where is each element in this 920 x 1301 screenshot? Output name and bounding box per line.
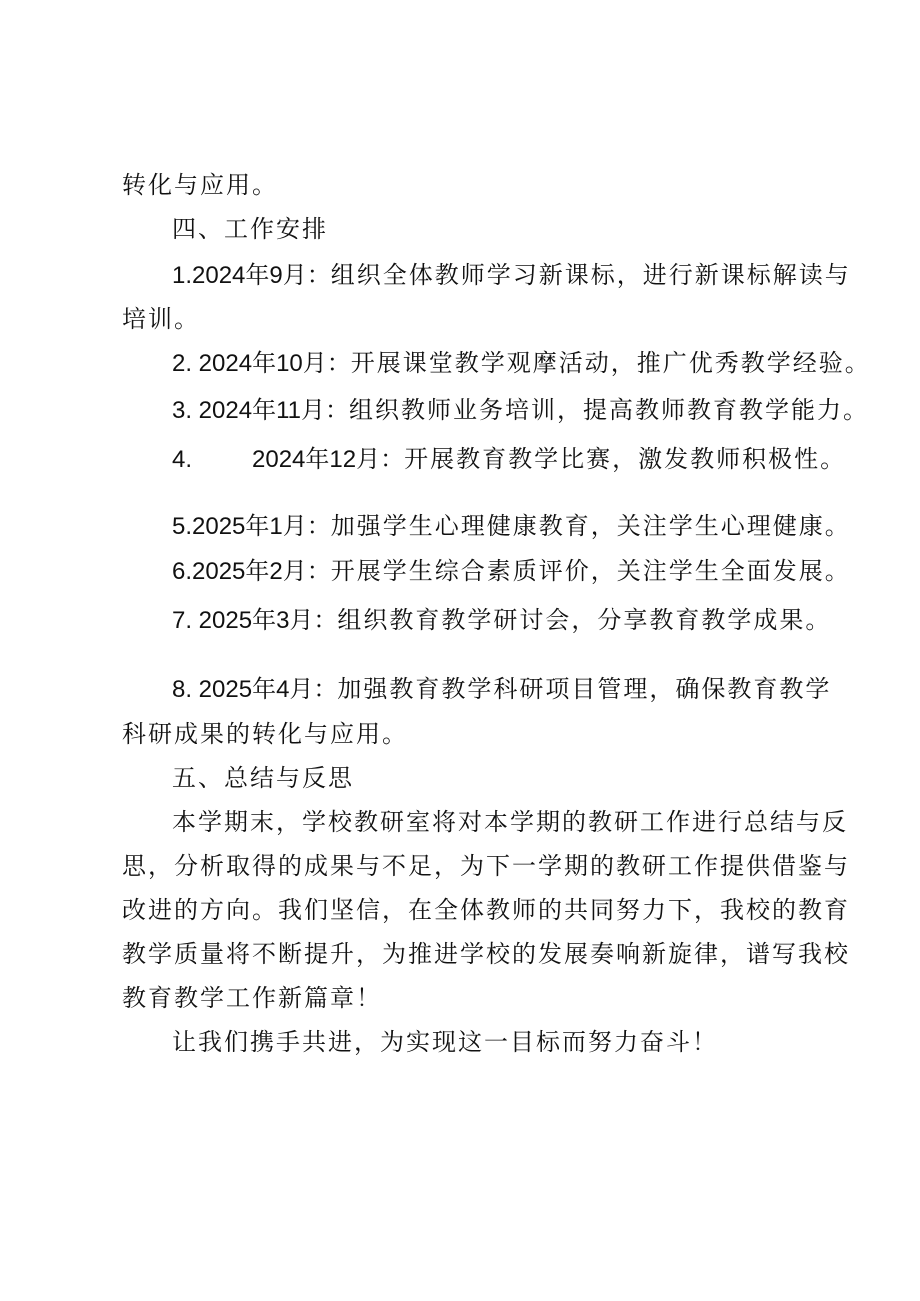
plan-item-1 [172, 260, 851, 291]
plan-item-7-date: 7. 2025年3月： [172, 607, 338, 634]
plan-item-2-date: 2. 2024年10月： [172, 350, 351, 377]
summary-line-3: 改进的方向。我们坚信，在全体教师的共同努力下，我校的教育 [122, 896, 850, 924]
section-heading-summary: 五、总结与反思 [172, 764, 354, 792]
plan-item-8-cont: 科研成果的转化与应用。 [122, 720, 408, 748]
plan-item-5 [172, 511, 851, 542]
plan-item-3-text: 组织教师业务培训，提高教师教育教学能力。 [349, 396, 869, 424]
summary-line-5: 教育教学工作新篇章！ [122, 984, 382, 1012]
plan-item-6 [172, 556, 851, 587]
plan-item-8 [172, 674, 831, 705]
closing-line: 让我们携手共进，为实现这一目标而努力奋斗！ [172, 1028, 718, 1056]
plan-item-2-text: 开展课堂教学观摩活动，推广优秀教学经验。 [350, 349, 871, 377]
plan-item-6-text: 开展学生综合素质评价，关注学生全面发展。 [330, 557, 851, 585]
plan-item-5-date: 5.2025年1月： [172, 513, 331, 540]
section-heading-work-plan: 四、工作安排 [172, 215, 328, 243]
plan-item-2 [172, 348, 871, 379]
plan-item-4 [172, 444, 846, 475]
plan-item-1-cont: 培训。 [122, 305, 200, 333]
plan-item-8-date: 8. 2025年4月： [172, 676, 338, 703]
plan-item-4-num: 4. [172, 446, 193, 473]
summary-line-2: 思，分析取得的成果与不足，为下一学期的教研工作提供借鉴与 [122, 852, 850, 880]
plan-item-7-text: 组织教育教学研讨会，分享教育教学成果。 [337, 606, 832, 634]
summary-line-1: 本学期末，学校教研室将对本学期的教研工作进行总结与反 [172, 808, 848, 836]
plan-item-1-date: 1.2024年9月： [172, 262, 331, 289]
plan-item-4-text: 开展教育教学比赛，激发教师积极性。 [404, 445, 847, 473]
plan-item-3 [172, 395, 869, 426]
plan-item-8-text: 加强教育教学科研项目管理，确保教育教学 [337, 675, 832, 703]
plan-item-1-text: 组织全体教师学习新课标，进行新课标解读与 [330, 261, 851, 289]
plan-item-5-text: 加强学生心理健康教育，关注学生心理健康。 [330, 512, 851, 540]
plan-item-6-date: 6.2025年2月： [172, 558, 331, 585]
continuation-text: 转化与应用。 [122, 171, 278, 199]
plan-item-4-date: 2024年12月： [252, 446, 405, 473]
summary-line-4: 教学质量将不断提升，为推进学校的发展奏响新旋律，谱写我校 [122, 940, 850, 968]
plan-item-7 [172, 605, 831, 636]
plan-item-3-date: 3. 2024年11月： [172, 397, 349, 424]
